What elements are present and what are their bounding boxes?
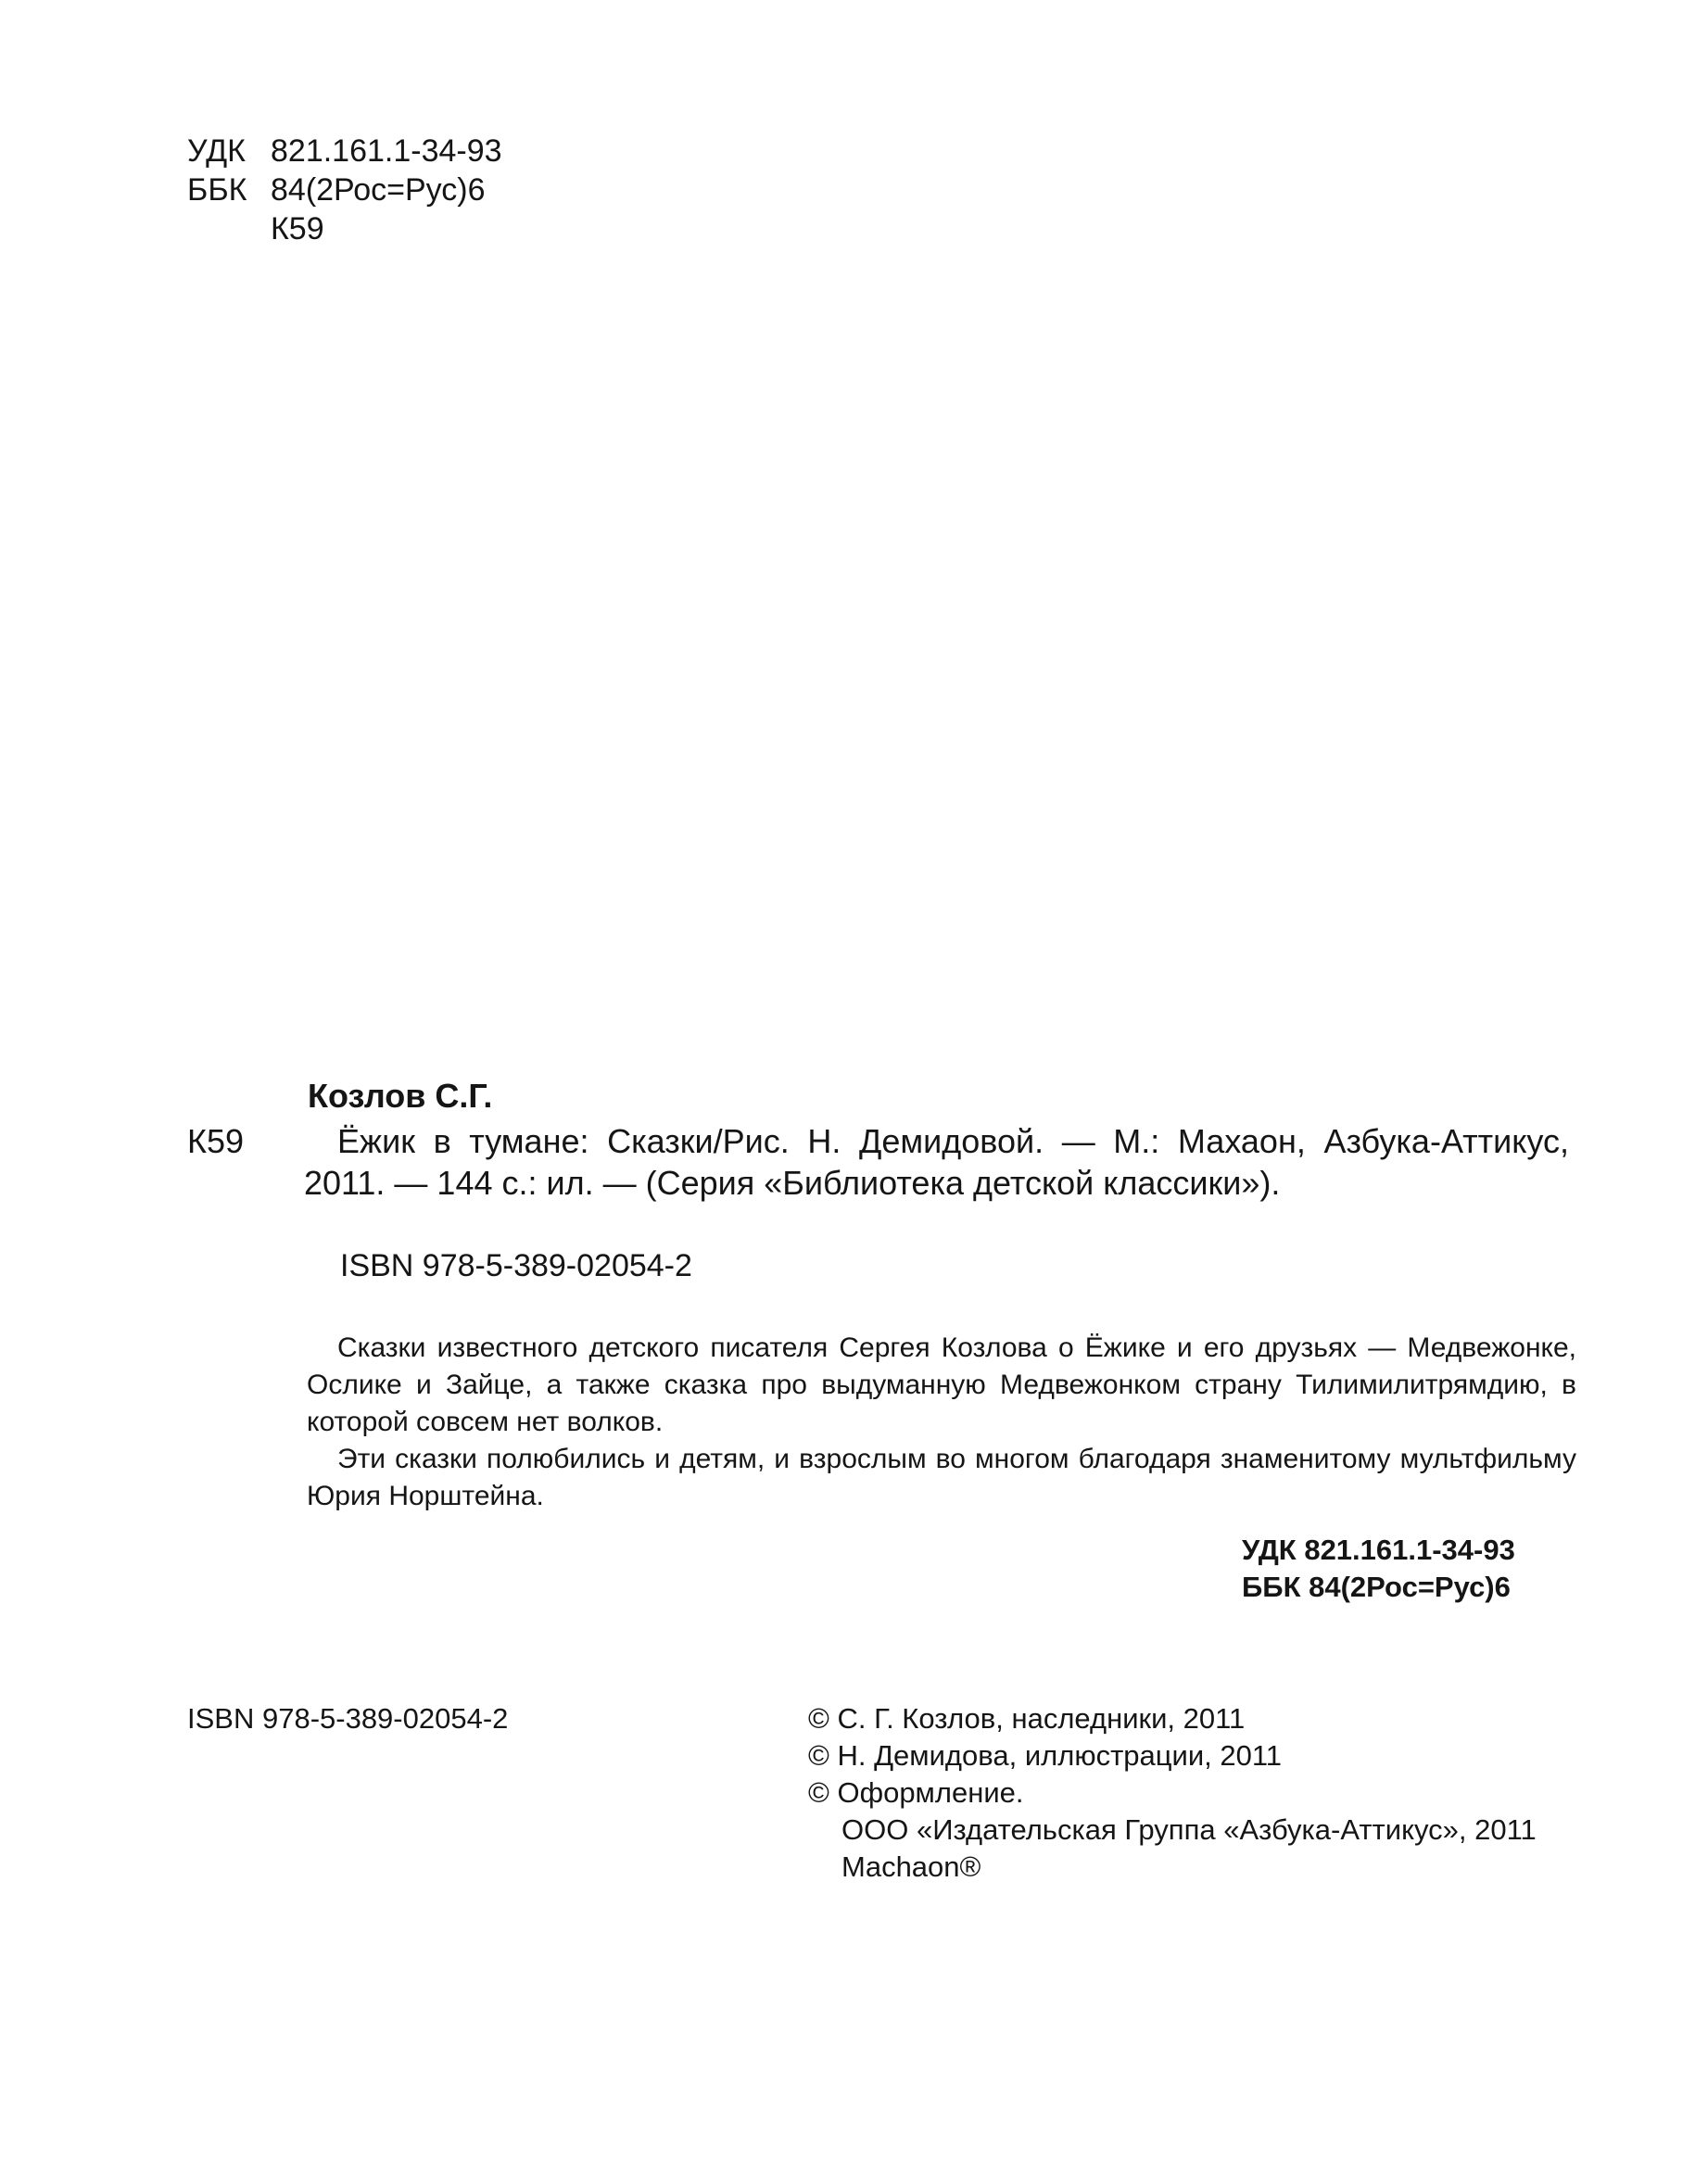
- classification-header: [187, 132, 502, 248]
- copyright-publisher: ООО «Издательская Группа «Азбука-Аттикус», 2011: [841, 1813, 1537, 1846]
- udk-label: УДК: [187, 133, 246, 169]
- bibliographic-description: Ёжик в тумане: Сказки/Рис. Н. Демидовой. — М.: Махаон, Азбука-Аттикус, 2011. — 144 с.: ил. — (Серия «Библиотека детской классики»).: [304, 1122, 1569, 1202]
- bbk-row: [187, 170, 502, 209]
- copyright-author: © С. Г. Козлов, наследники, 2011: [808, 1702, 1246, 1735]
- record-isbn: ISBN 978-5-389-02054-2: [340, 1248, 692, 1283]
- annotation: [307, 1330, 1576, 1515]
- copyright-design: © Оформление.: [808, 1776, 1024, 1809]
- copyright-brand: Machaon®: [841, 1850, 981, 1883]
- bbk-label: ББК: [187, 172, 247, 208]
- copyright-illustrations: © Н. Демидова, иллюстрации, 2011: [808, 1739, 1283, 1772]
- author-mark: К59: [271, 211, 324, 246]
- annotation-paragraph-2: Эти сказки полюбились и детям, и взрослым во многом благодаря знаменитому мультфильму Юрия Норштейна.: [307, 1444, 1576, 1511]
- record-udk: УДК 821.161.1-34-93: [1242, 1534, 1515, 1566]
- record-mark: К59: [187, 1122, 245, 1160]
- footer-isbn: ISBN 978-5-389-02054-2: [187, 1702, 509, 1735]
- bbk-value: 84(2Рос=Рус)6: [271, 172, 486, 208]
- copyright-block: [808, 1700, 1537, 1886]
- annotation-paragraph-1: Сказки известного детского писателя Сергея Козлова о Ёжике и его друзьях — Медвежонке, Ослике и Зайце, а также сказка про выдуманную Медвежонком страну Тилимилитрямдию, в которой совсем нет волков.: [307, 1332, 1576, 1437]
- author-mark-row: [187, 209, 502, 248]
- record-classification: [1242, 1532, 1515, 1606]
- udk-value: 821.161.1-34-93: [271, 133, 502, 169]
- record-author: Козлов С.Г.: [308, 1077, 493, 1115]
- record-bbk: ББК 84(2Рос=Рус)6: [1242, 1571, 1511, 1603]
- udk-row: [187, 132, 502, 170]
